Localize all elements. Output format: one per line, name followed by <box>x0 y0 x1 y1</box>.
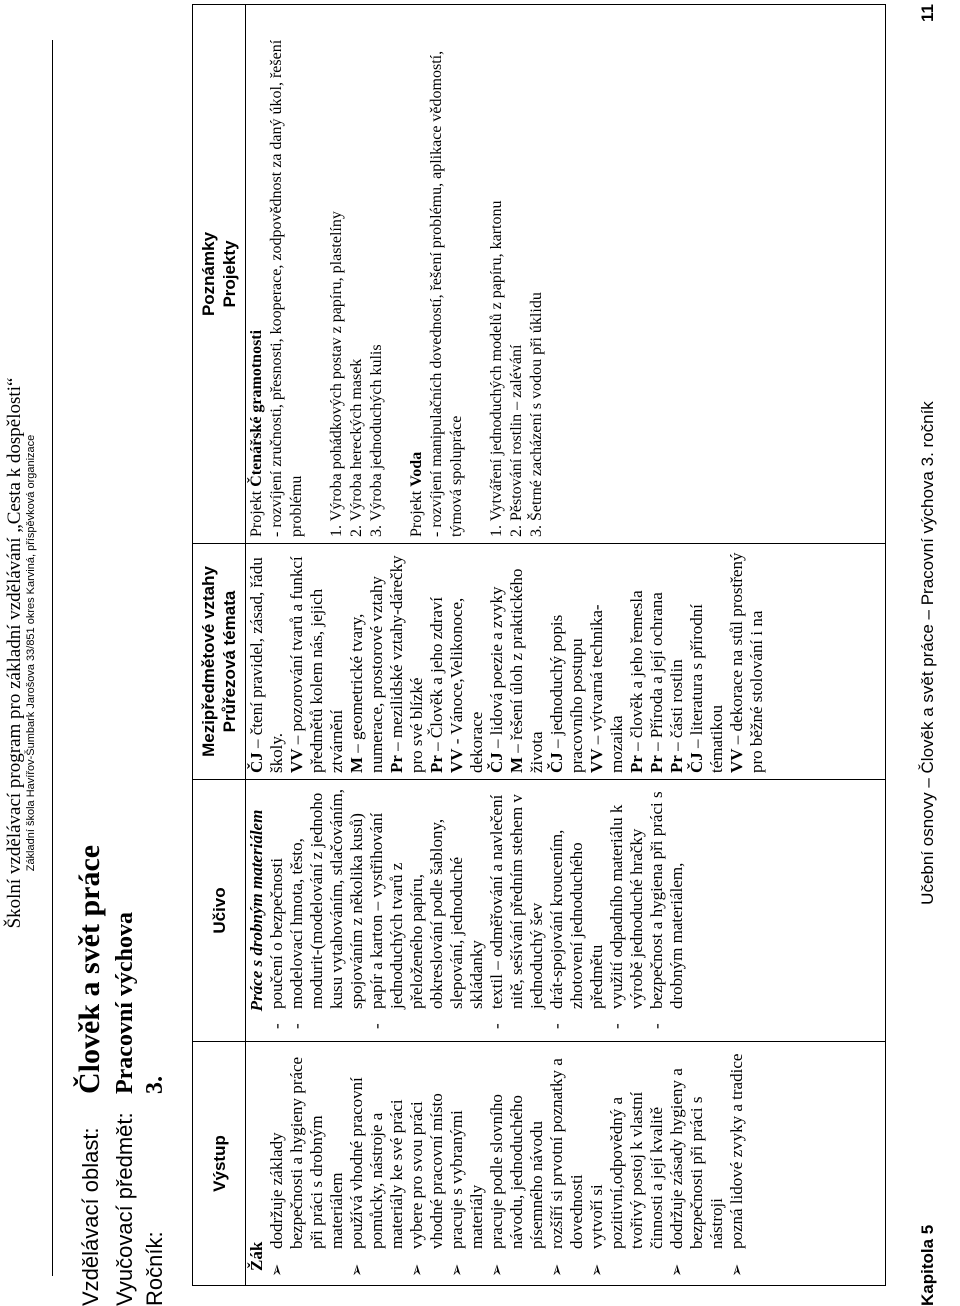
arrow-bullet-icon: ➢ <box>729 1263 746 1277</box>
mezi-item-text: – jednoduchý popis pracovního postupu <box>547 614 586 773</box>
project-list-item: 1. Výroba pohádkových postav z papíru, plastelíny <box>328 211 345 537</box>
mezi-item-text: – výtvarná technika-mozaika <box>587 604 626 773</box>
arrow-bullet-icon: ➢ <box>589 1263 606 1277</box>
header-pozn-line1: Poznámky <box>199 231 218 317</box>
meta-grade-label: Ročník: <box>142 1231 167 1306</box>
meta-area-value: Člověk a svět práce <box>73 844 106 1094</box>
column-header-ucivo <box>193 780 246 1041</box>
vystup-item <box>347 1048 407 1279</box>
project-2-list <box>487 11 547 537</box>
project-2-prefix: Projekt <box>408 486 425 537</box>
mezi-item <box>647 550 667 773</box>
vystup-item-text: rozšíří si prvotní poznatky a dovednosti <box>547 1058 586 1249</box>
mezi-item-text: – lidová poezie a zvyky <box>487 586 506 753</box>
dash-bullet: - <box>487 1023 506 1029</box>
mezi-item-text: – literatura s přírodní tématikou <box>687 603 726 773</box>
meta-subject-label: Vyučovací předmět: <box>112 1112 137 1306</box>
project-1-text: - rozvíjení zručnosti, přesnosti, kooperace, zodpovědnost za daný úkol, řešení problému <box>268 39 305 537</box>
mezi-item-text: – řešení úloh z praktického života <box>507 568 546 773</box>
arrow-bullet-icon: ➢ <box>489 1263 506 1277</box>
mezi-subject-code: ČJ <box>247 752 266 773</box>
school-title: Školní vzdělávací program pro základní vzdělávání „Cesta k dospělosti“ <box>4 377 25 929</box>
vystup-item <box>667 1048 727 1279</box>
mezi-item-text: - Vánoce,Velikonoce, dekorace <box>447 597 486 773</box>
project-list-item: 3. Šetrné zacházení s vodou při úklidu <box>528 292 545 537</box>
arrow-bullet-icon: ➢ <box>409 1263 426 1277</box>
vystup-item <box>727 1048 747 1279</box>
mezi-subject-code: ČJ <box>547 752 566 773</box>
mezi-item-text: – Příroda a její ochrana <box>647 592 666 756</box>
mezi-item <box>547 550 587 773</box>
project-list-item: 3. Výroba jednoduchých kulis <box>368 344 385 537</box>
mezi-subject-code: VV <box>587 748 606 773</box>
header-pozn-line2: Projekty <box>220 240 239 308</box>
spacer <box>307 11 327 537</box>
school-subtitle: Základní škola Havířov-Šumbark Jarošova 33/851 okres Karviná, příspěvková organizace <box>25 434 37 872</box>
dash-bullet: - <box>367 1023 386 1029</box>
mezi-item <box>667 550 687 773</box>
arrow-bullet-icon: ➢ <box>269 1263 286 1277</box>
vystup-item <box>587 1048 667 1279</box>
arrow-bullet-icon: ➢ <box>669 1263 686 1277</box>
mezi-item-text: – čtení pravidel, zásad, řádu školy. <box>247 557 286 773</box>
project-list-item: 2. Pěstování rostlin – zalévání <box>508 344 525 537</box>
dash-bullet: - <box>267 1023 286 1029</box>
project-1-prefix: Projekt <box>248 486 265 537</box>
header-ucivo-text: Učivo <box>209 887 229 934</box>
mezi-item <box>687 550 727 773</box>
project-1-name: Čtenářské gramotnosti <box>248 329 265 487</box>
project-2-title <box>407 11 427 537</box>
mezi-subject-code: Pr <box>387 755 406 773</box>
mezi-item <box>347 550 387 773</box>
vystup-item <box>547 1048 587 1279</box>
vystup-item-text: vytvoří si pozitivní,odpovědný a tvořivý postoj k vlastní činnosti a její kvalitě <box>587 1091 666 1249</box>
ucivo-item <box>367 786 487 1035</box>
ucivo-item-text: poučení o bezpečnosti <box>267 857 286 1009</box>
arrow-bullet-icon: ➢ <box>449 1263 466 1277</box>
ucivo-item-text: bezpečnost a hygiena při práci s drobným materiálem, <box>647 791 686 1009</box>
ucivo-item <box>267 786 287 1035</box>
mezi-item <box>627 550 647 773</box>
mezi-item <box>387 550 427 773</box>
ucivo-item-text: využití odpadního materiálu k výrobě jednoduché hračky <box>607 804 646 1009</box>
mezi-item-text: – mezilidské vztahy-dárečky pro své blízké <box>387 555 426 773</box>
vystup-item <box>487 1048 547 1279</box>
mezi-subject-code: M <box>347 756 366 773</box>
mezi-subject-code: VV <box>447 748 466 773</box>
column-vystup <box>193 1041 885 1285</box>
spacer <box>467 11 487 537</box>
school-header <box>5 20 38 1286</box>
ucivo-item-text: modelovací hmota, těsto, modurit-(modelování z jednoho kusu vytahováním, stlačováním, spojováním z několika kusů) <box>287 788 366 1009</box>
column-poznamky <box>193 5 885 543</box>
mezi-item-text: – Člověk a jeho zdraví <box>427 596 446 756</box>
mezi-subject-code: ČJ <box>687 752 706 773</box>
vystup-lead: Žák <box>247 1241 266 1271</box>
project-2-text: - rozvíjení manipulačních dovedností, řešení problému, aplikace vědomostí, týmová spolupráce <box>428 50 465 537</box>
dash-bullet: - <box>647 1023 666 1029</box>
mezi-list <box>247 544 767 779</box>
mezi-item <box>287 550 347 773</box>
project-1-list <box>327 11 387 537</box>
mezi-item <box>247 550 287 773</box>
mezi-subject-code: VV <box>727 748 746 773</box>
mezi-subject-code: M <box>507 756 526 773</box>
vystup-item-text: dodržuje základy bezpečnosti a hygieny práce při práci s drobným materiálem <box>267 1056 346 1249</box>
project-list-item: 2. Výroba hereckých masek <box>348 358 365 537</box>
mezi-item <box>447 550 487 773</box>
page-footer <box>918 0 948 1306</box>
ucivo-item-text: papír a karton – vystřihování jednoduchých tvarů z přeloženého papíru, obkreslování podle šablony, slepování, jednoduché skládanky <box>367 812 486 1009</box>
mezi-subject-code: ČJ <box>487 752 506 773</box>
arrow-bullet-icon: ➢ <box>549 1263 566 1277</box>
ucivo-item-text: textil – odměřování a navlečení nitě, sešívání předním stehem v jednoduchý šev <box>487 794 546 1009</box>
header-mezi-line1: Mezipředmětové vztahy <box>199 566 218 757</box>
mezi-item <box>507 550 547 773</box>
vystup-item <box>447 1048 487 1279</box>
vystup-list <box>247 1042 747 1285</box>
spacer <box>387 11 407 537</box>
footer-page-number: 11 <box>918 4 937 22</box>
vystup-item <box>407 1048 447 1279</box>
vystup-item-text: pozná lidové zvyky a tradice <box>727 1053 746 1249</box>
ucivo-list <box>247 780 687 1041</box>
mezi-item-text: – dekorace na stůl prostřený pro běžné stolování i na <box>727 552 766 773</box>
footer-chapter: Kapitola 5 <box>918 1224 937 1306</box>
ucivo-item <box>607 786 647 1035</box>
column-mezipredmetove <box>193 543 885 779</box>
mezi-item-text: – geometrické tvary, numerace, prostorové vztahy <box>347 576 386 773</box>
meta-grade-value: 3. <box>142 1076 168 1094</box>
project-1-title <box>247 11 267 537</box>
vystup-item-text: vybere pro svou práci vhodné pracovní místo <box>407 1093 446 1249</box>
vystup-item-text: pracuje podle slovního návodu, jednoduchého písemného návodu <box>487 1094 546 1249</box>
mezi-item-text: – části rostlin <box>667 659 686 756</box>
ucivo-item <box>647 786 687 1035</box>
mezi-subject-code: Pr <box>667 755 686 773</box>
ucivo-item <box>287 786 367 1035</box>
vystup-item <box>267 1048 347 1279</box>
ucivo-item-text: drát-spojování kroucením, zhotovení jednoduchého předmětu <box>547 829 606 1009</box>
meta-area-label: Vzdělávací oblast: <box>78 1127 103 1306</box>
project-list-item: 1. Vytváření jednoduchých modelů z papíru, kartonu <box>488 200 505 537</box>
dash-bullet: - <box>287 1023 306 1029</box>
column-ucivo <box>193 779 885 1041</box>
ucivo-heading: Práce s drobným materiálem <box>247 809 266 1012</box>
ucivo-item <box>547 786 607 1035</box>
poznamky-body <box>247 5 547 543</box>
dash-bullet: - <box>607 1023 626 1029</box>
header-mezi-line2: Průřezová témata <box>220 590 239 733</box>
mezi-item <box>727 550 767 773</box>
dash-bullet: - <box>547 1023 566 1029</box>
mezi-subject-code: Pr <box>427 755 446 773</box>
mezi-item <box>427 550 447 773</box>
header-rule <box>52 40 53 1276</box>
ucivo-item <box>487 786 547 1035</box>
meta-subject-value: Pracovní výchova <box>112 912 138 1094</box>
mezi-item <box>487 550 507 773</box>
column-header-vystup <box>193 1042 246 1285</box>
mezi-item <box>587 550 627 773</box>
header-vystup-text: Výstup <box>209 1135 229 1192</box>
mezi-subject-code: Pr <box>627 755 646 773</box>
mezi-subject-code: VV <box>287 748 306 773</box>
vystup-item-text: pracuje s vybranými materiály <box>447 1110 486 1249</box>
vystup-item-text: dodržuje zásady hygieny a bezpečnosti při práci s nástroji <box>667 1068 726 1249</box>
project-2-name: Voda <box>408 451 425 487</box>
arrow-bullet-icon: ➢ <box>349 1263 366 1277</box>
mezi-subject-code: Pr <box>647 755 666 773</box>
vystup-item-text: používá vhodné pracovní pomůcky, nástroje a materiály ke své práci <box>347 1077 406 1249</box>
mezi-item-text: – člověk a jeho řemesla <box>627 590 646 756</box>
footer-center: Učební osnovy – Člověk a svět práce – Pracovní výchova 3. ročník <box>918 401 937 905</box>
mezi-item-text: – pozorování tvarů a funkcí předmětů kolem nás, jejich ztvárnění <box>287 556 346 773</box>
column-header-mezipredmetove <box>193 544 246 779</box>
column-header-poznamky <box>193 5 246 543</box>
curriculum-table <box>192 4 886 1286</box>
